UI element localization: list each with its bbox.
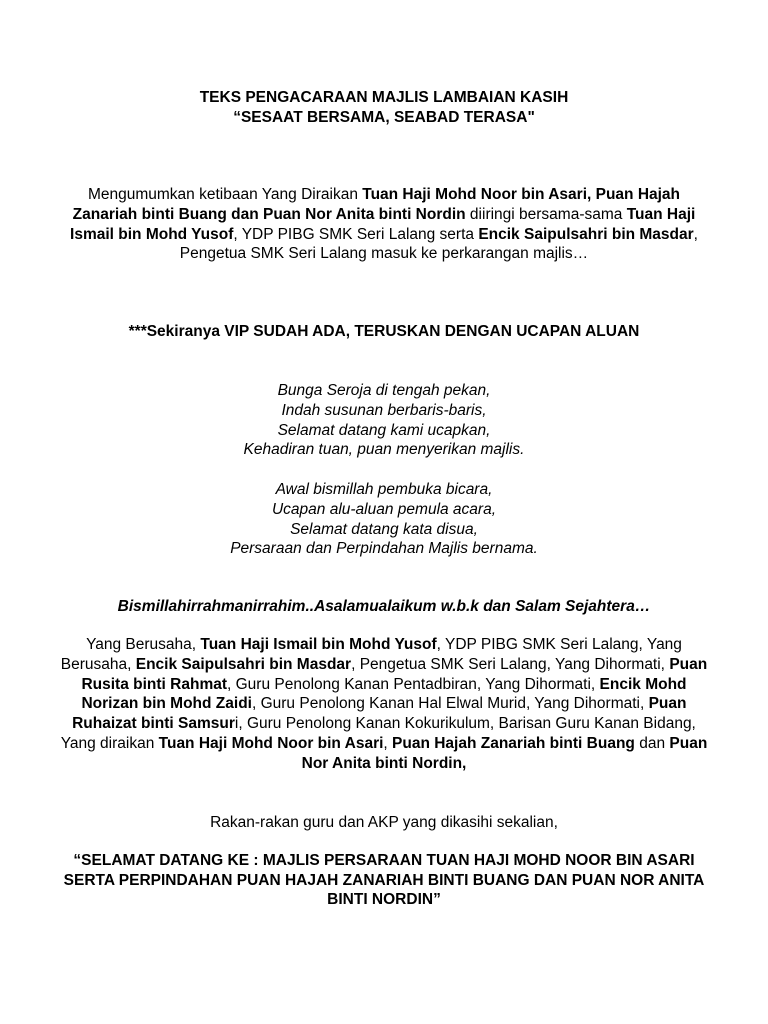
pantun-2 xyxy=(0,480,768,559)
salutation-name: Encik Saipulsahri bin Masdar xyxy=(135,655,352,673)
pengetua-name: Encik Saipulsahri bin Masdar xyxy=(478,225,694,243)
salutation-text: , YDP PIBG SMK Seri Lalang, Yang Berusaha, xyxy=(60,636,682,673)
salutation-name: Tuan Haji Mohd Noor bin Asari xyxy=(158,734,384,752)
salutation-paragraph xyxy=(60,635,708,774)
salutation-text: , Guru Penolong Kanan Hal Elwal Murid, Yang Dihormati, xyxy=(251,695,649,713)
salutation-text: , Guru Penolong Kanan Pentadbiran, Yang Dihormati, xyxy=(227,675,600,693)
pantun-2-line: Persaraan dan Perpindahan Majlis bernama. xyxy=(230,540,538,558)
salutation-name: Tuan Haji Ismail bin Mohd Yusof xyxy=(200,636,437,653)
pantun-2-line: Awal bismillah pembuka bicara, xyxy=(275,481,493,498)
honoree-names: Tuan Haji Mohd Noor bin Asari, Puan Hajah Zanariah binti Buang dan Puan Nor Anita binti Nordin xyxy=(72,186,681,223)
salutation-text: dan xyxy=(634,734,670,752)
title-line-2: “SESAAT BERSAMA, SEABAD TERASA" xyxy=(233,109,535,126)
salutation-name: Puan Nor Anita binti Nordin, xyxy=(301,734,708,772)
pantun-1-line: Indah susunan berbaris-baris, xyxy=(281,401,487,419)
opening-greeting: Bismillahirrahmanirrahim..Asalamualaikum w.b.k dan Salam Sejahtera… xyxy=(117,598,651,615)
salutation-text: , xyxy=(383,734,393,752)
announcement-text-3: , YDP PIBG SMK Seri Lalang serta xyxy=(233,225,479,243)
pantun-1-line: Selamat datang kami ucapkan, xyxy=(277,421,491,439)
pantun-2-line: Ucapan alu-aluan pemula acara, xyxy=(271,500,497,518)
salutation-name: Puan Hajah Zanariah binti Buang xyxy=(392,734,635,752)
salutation-text: Yang Berusaha, xyxy=(86,636,201,653)
salutation-text: i, Guru Penolong Kanan Kokurikulum, Barisan Guru Kanan Bidang, Yang diraikan xyxy=(60,715,696,752)
salutation-name: Puan Rusita binti Rahmat xyxy=(81,655,708,693)
salutation-name: Encik Mohd Norizan bin Mohd Zaidi xyxy=(81,675,687,713)
ydp-name: Tuan Haji Ismail bin Mohd Yusof xyxy=(70,205,696,243)
title-line-1: TEKS PENGACARAAN MAJLIS LAMBAIAN KASIH xyxy=(199,89,569,106)
pantun-1-line: Kehadiran tuan, puan menyerikan majlis. xyxy=(243,441,525,459)
announcement-paragraph xyxy=(60,185,708,264)
announcement-text-2: diiringi bersama-sama xyxy=(465,205,627,223)
pantun-1-line: Bunga Seroja di tengah pekan, xyxy=(277,382,491,399)
salutation-text: , Pengetua SMK Seri Lalang, Yang Dihormati, xyxy=(351,655,670,673)
pantun-1 xyxy=(0,381,768,460)
salutation-name: Puan Ruhaizat binti Samsur xyxy=(72,695,687,733)
document-title xyxy=(0,88,768,128)
pantun-2-line: Selamat datang kata disua, xyxy=(290,520,478,538)
announcement-text-1: Mengumumkan ketibaan Yang Diraikan xyxy=(87,186,363,203)
welcome-banner: “SELAMAT DATANG KE : MAJLIS PERSARAAN TUAN HAJI MOHD NOOR BIN ASARI SERTA PERPINDAHAN PUAN HAJAH ZANARIAH BINTI BUANG DAN PUAN NOR ANITA BINTI NORDIN” xyxy=(63,852,705,908)
announcement-text-4: , Pengetua SMK Seri Lalang masuk ke perkarangan majlis… xyxy=(179,225,698,263)
vip-note: ***Sekiranya VIP SUDAH ADA, TERUSKAN DENGAN UCAPAN ALUAN xyxy=(128,323,640,340)
colleagues-line: Rakan-rakan guru dan AKP yang dikasihi sekalian, xyxy=(210,814,558,831)
